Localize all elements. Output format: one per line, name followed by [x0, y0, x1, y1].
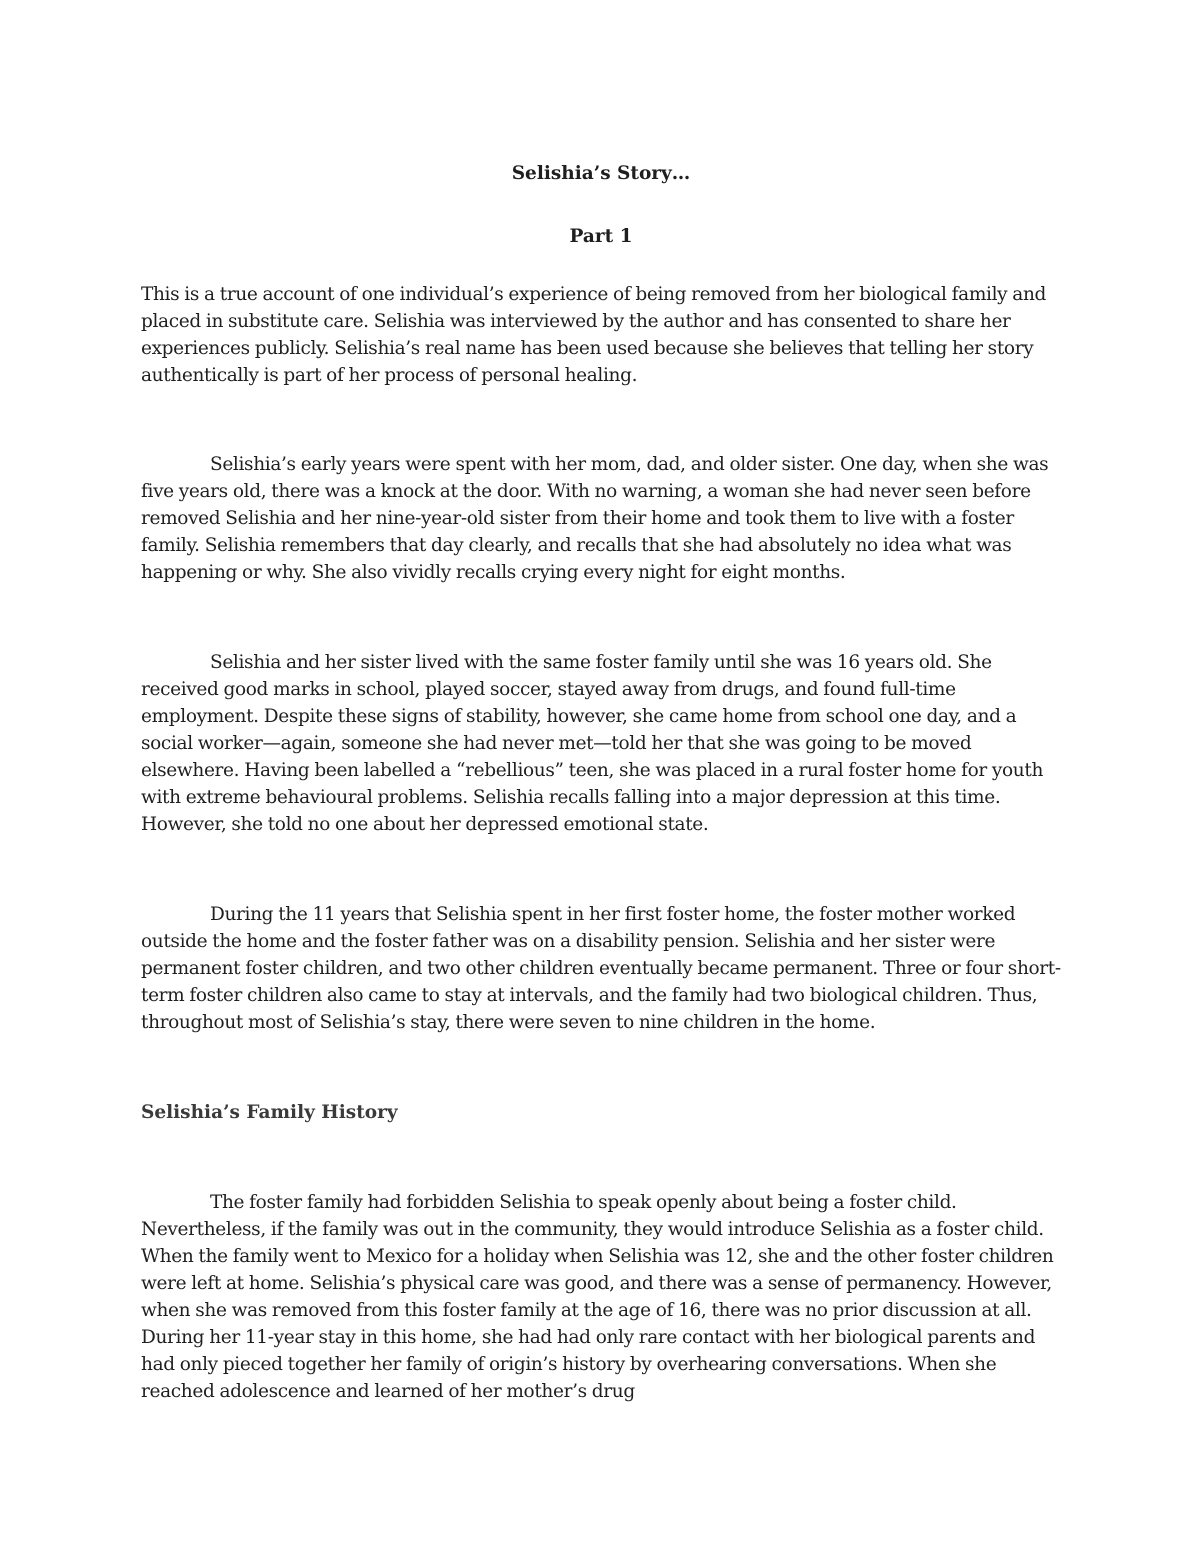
body-paragraph-3: During the 11 years that Selishia spent in her first foster home, the foster mother worked outside the home and the foster father was on a disability pension. Selishia and her sister were permanent foster children, and two other children eventually became permanent. Three or four short-term foster children also came to stay at intervals, and the family had two biological children. Thus, throughout most of Selishia’s stay, there were seven to nine children in the home.: [141, 904, 1061, 1033]
document-title: Selishia’s Story…: [511, 163, 691, 184]
part-heading: Part 1: [569, 226, 633, 247]
body-paragraph-2: Selishia and her sister lived with the same foster family until she was 16 years old. She received good marks in school, played soccer, stayed away from drugs, and found full-time employment. Despite these signs of stability, however, she came home from school one day, and a social worker—again, someone she had never met—told her that she was going to be moved elsewhere. Having been labelled a “rebellious” teen, she was placed in a rural foster home for youth with extreme behavioural problems. Selishia recalls falling into a major depression at this time. However, she told no one about her depressed emotional state.: [141, 652, 1044, 835]
intro-paragraph: This is a true account of one individual’s experience of being removed from her biological family and placed in substitute care. Selishia was interviewed by the author and has consented to share her experiences publicly. Selishia’s real name has been used because she believes that telling her story authentically is part of her process of personal healing.: [141, 284, 1047, 386]
section-heading: Selishia’s Family History: [141, 1102, 398, 1123]
document-page: [141, 0, 1061, 1553]
section-paragraph: The foster family had forbidden Selishia to speak openly about being a foster child. Nevertheless, if the family was out in the community, they would introduce Selishia as a foster child. When the family went to Mexico for a holiday when Selishia was 12, she and the other foster children were left at home. Selishia’s physical care was good, and there was a sense of permanency. However, when she was removed from this foster family at the age of 16, there was no prior discussion at all. During her 11-year stay in this home, she had had only rare contact with her biological parents and had only pieced together her family of origin’s history by overhearing conversations. When she reached adolescence and learned of her mother’s drug: [141, 1192, 1054, 1402]
body-paragraph-1: Selishia’s early years were spent with her mom, dad, and older sister. One day, when she was five years old, there was a knock at the door. With no warning, a woman she had never seen before removed Selishia and her nine-year-old sister from their home and took them to live with a foster family. Selishia remembers that day clearly, and recalls that she had absolutely no idea what was happening or why. She also vividly recalls crying every night for eight months.: [141, 454, 1049, 583]
